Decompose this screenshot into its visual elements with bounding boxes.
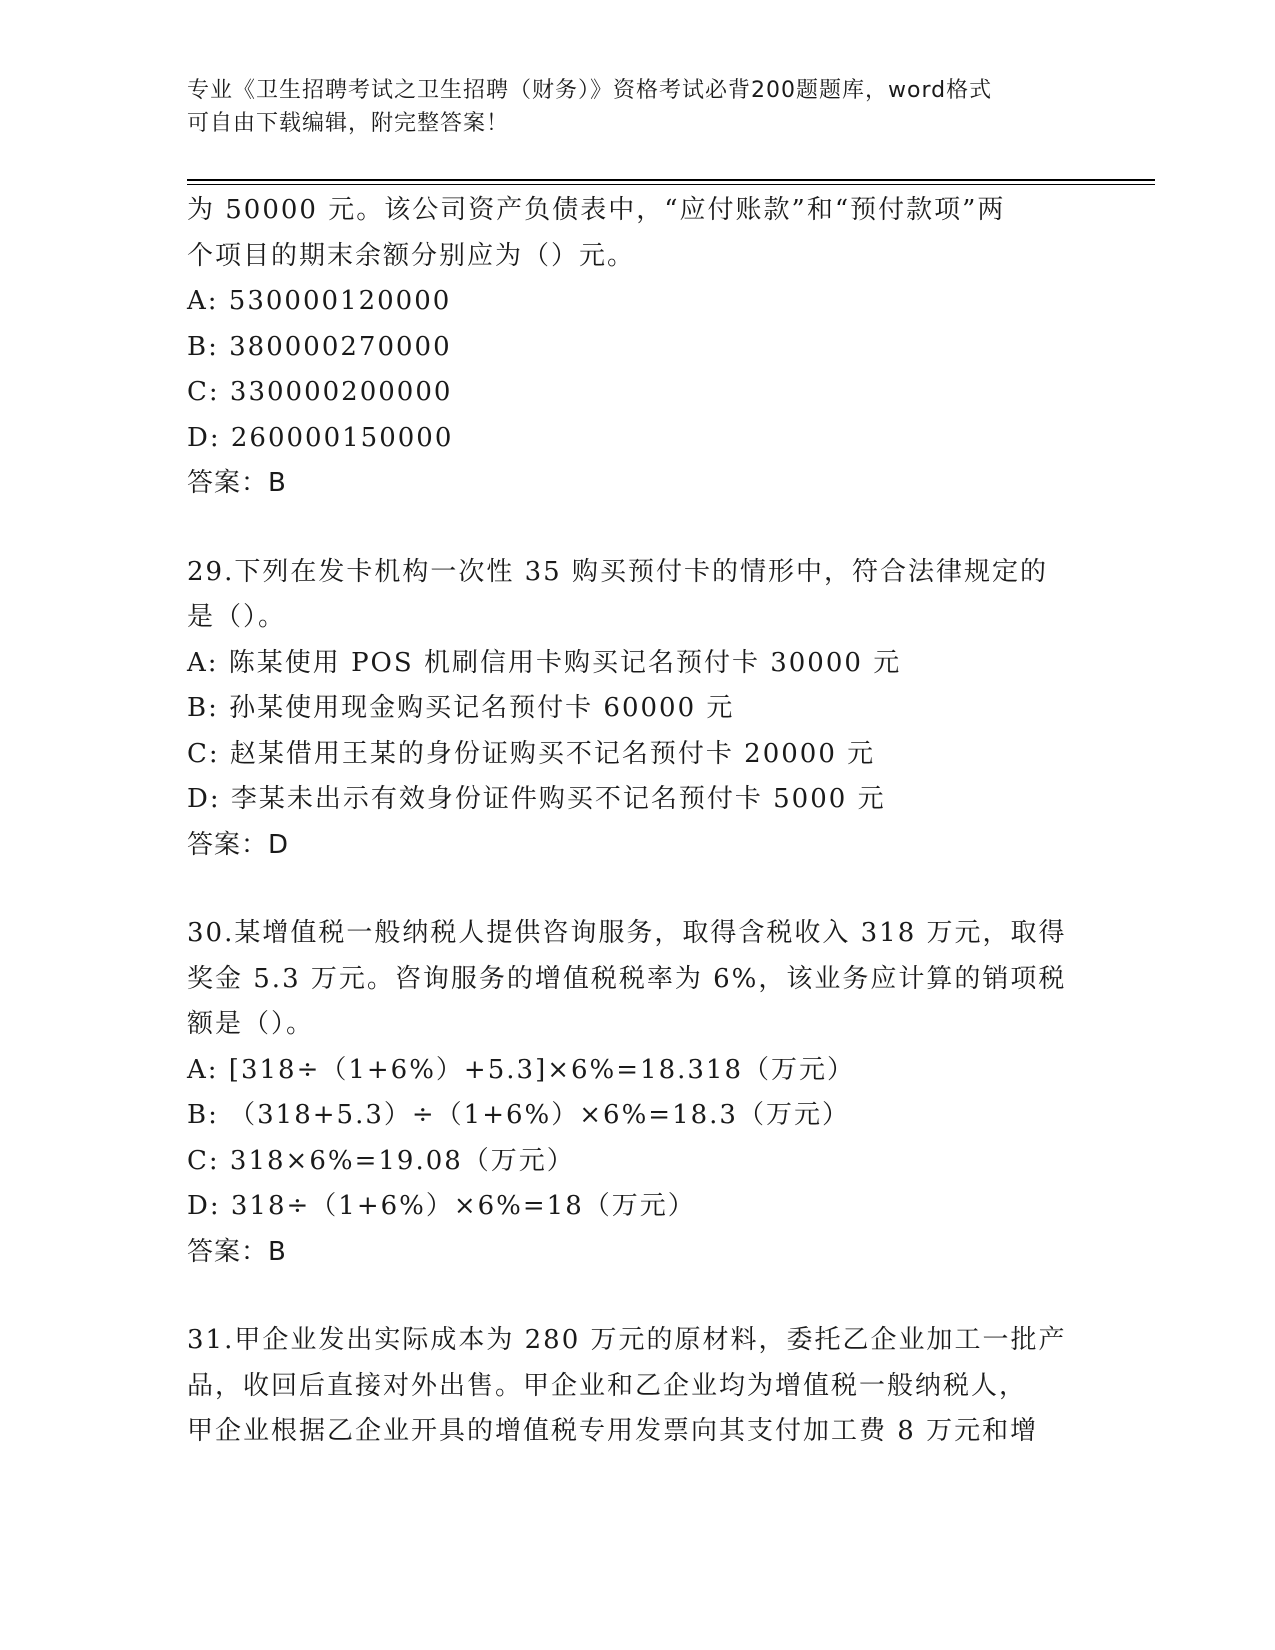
option-a: A: [318÷（1+6%）+5.3]×6%=18.318（万元） [187,1054,855,1085]
header-title-line-1: 专业《卫生招聘考试之卫生招聘（财务）》资格考试必背200题题库，word格式 [187,78,993,103]
question-spacer [187,868,1087,911]
option-b: B: 380000270000 [187,331,452,362]
answer-line: 答案：D [187,829,290,860]
question-29 [187,550,1087,869]
option-c: C: 318×6%=19.08（万元） [187,1145,575,1176]
option-d: D: 318÷（1+6%）×6%=18（万元） [187,1191,696,1221]
question-stem-line: 是（）。 [187,602,287,632]
answer-line: 答案：B [187,468,287,498]
document-header [187,74,1087,140]
question-stem-line: 为 50000 元。该公司资产负债表中，“应付账款”和“预付款项”两 [187,195,1006,225]
question-stem-line: 31.甲企业发出实际成本为 280 万元的原材料，委托乙企业加工一批产 [187,1325,1067,1355]
option-b: B: 孙某使用现金购买记名预付卡 60000 元 [187,693,735,723]
answer-line: 答案：B [187,1236,287,1267]
question-30 [187,911,1087,1275]
header-divider-thin [187,184,1155,185]
option-c: C: 330000200000 [187,377,453,407]
question-stem-line: 甲企业根据乙企业开具的增值税专用发票向其支付加工费 8 万元和增 [187,1416,1039,1446]
question-31 [187,1318,1087,1455]
option-a: A: 陈某使用 POS 机刷信用卡购买记名预付卡 30000 元 [187,647,902,678]
question-content [187,188,1087,1455]
option-c: C: 赵某借用王某的身份证购买不记名预付卡 20000 元 [187,738,876,769]
question-stem-line: 个项目的期末余额分别应为（）元。 [187,240,636,271]
question-stem-line: 品，收回后直接对外出售。甲企业和乙企业均为增值税一般纳税人， [187,1370,1028,1401]
option-a: A: 530000120000 [187,286,452,316]
option-d: D: 李某未出示有效身份证件购买不记名预付卡 5000 元 [187,784,886,814]
question-stem-line: 30.某增值税一般纳税人提供咨询服务，取得含税收入 318 万元，取得 [187,918,1067,948]
question-spacer [187,1275,1087,1318]
question-stem-line: 29.下列在发卡机构一次性 35 购买预付卡的情形中，符合法律规定的 [187,556,1048,587]
question-28 [187,188,1087,507]
option-d: D: 260000150000 [187,422,454,453]
question-spacer [187,507,1087,550]
question-stem-line: 奖金 5.3 万元。咨询服务的增值税税率为 6%，该业务应计算的销项税 [187,963,1067,994]
option-b: B: （318+5.3）÷（1+6%）×6%=18.3（万元） [187,1100,850,1130]
question-stem-line: 额是（）。 [187,1009,315,1039]
header-title-line-2: 可自由下载编辑，附完整答案！ [187,111,510,136]
header-divider-thick [187,179,1155,181]
